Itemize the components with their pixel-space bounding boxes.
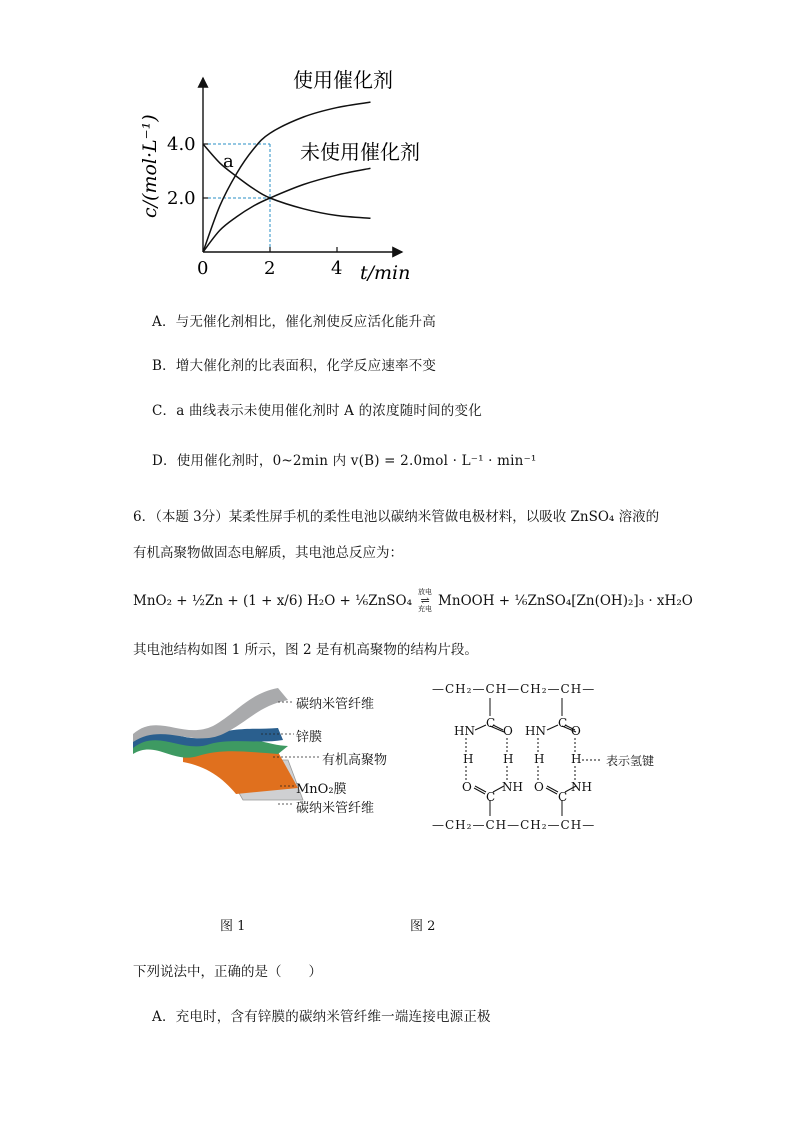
question-prompt: 下列说法中，正确的是（ ）	[133, 964, 322, 980]
equation-left: MnO₂ + ½Zn + (1 + x/6) H₂O + ⅙ZnSO₄	[133, 592, 413, 609]
arrow-bottom-label: 充电	[418, 605, 433, 613]
oxygen-4: O	[534, 780, 544, 794]
option-q5-a[interactable]: A．与无催化剂相比，催化剂使反应活化能升高	[152, 314, 436, 330]
carbonyl-c-2: C	[558, 716, 568, 730]
backbone-top: —CH₂—CH—CH₂—CH—	[432, 682, 596, 696]
hbond-label: 表示氢键	[606, 754, 655, 768]
y-axis-label: c/(mol·L⁻¹)	[139, 114, 161, 218]
q6-equation	[133, 588, 693, 613]
fig1-label-carbon-fiber-bottom: 碳纳米管纤维	[296, 801, 375, 816]
amine-nh-2: NH	[571, 780, 592, 794]
concentration-time-chart	[120, 60, 420, 285]
fig1-label-zinc-film: 锌膜	[296, 730, 323, 745]
option-q5-d[interactable]: D．使用催化剂时，0~2min 内 v(B) = 2.0mol · L⁻¹ · min⁻¹	[152, 453, 537, 469]
series-label-a: a	[223, 151, 234, 172]
x-axis-label: t/min	[360, 262, 411, 284]
series-line-1	[203, 168, 371, 252]
x-tick-label-1: 2	[264, 258, 276, 279]
hydrogen-2: H	[503, 752, 514, 766]
x-tick-label-2: 4	[331, 258, 343, 279]
equation-arrow: 放电 ⇌ 充电	[418, 588, 433, 613]
option-q5-c[interactable]: C．a 曲线表示未使用催化剂时 A 的浓度随时间的变化	[152, 403, 482, 419]
y-tick-label-1: 4.0	[167, 134, 196, 155]
x-tick-label-0: 0	[197, 258, 209, 279]
fig1-label-polymer: 有机高聚物	[322, 753, 388, 768]
fig1-label-mno2-film: MnO₂膜	[296, 782, 347, 797]
amine-hn-1: HN	[454, 724, 475, 738]
oxygen-1: O	[503, 724, 513, 738]
series-label-catalyst: 使用催化剂	[293, 68, 393, 92]
backbone-bottom: —CH₂—CH—CH₂—CH—	[432, 818, 596, 832]
fig1-label-carbon-fiber-top: 碳纳米管纤维	[296, 697, 375, 712]
fig2-caption: 图 2	[410, 919, 436, 934]
q6-stem-line2: 有机高聚物做固态电解质，其电池总反应为：	[133, 545, 403, 561]
carbonyl-c-1: C	[486, 716, 496, 730]
oxygen-2: O	[571, 724, 581, 738]
hydrogen-3: H	[534, 752, 545, 766]
oxygen-3: O	[462, 780, 472, 794]
equation-right: MnOOH + ⅙ZnSO₄[Zn(OH)₂]₃ · xH₂O	[438, 592, 693, 609]
option-q5-b[interactable]: B．增大催化剂的比表面积，化学反应速率不变	[152, 358, 437, 374]
carbonyl-c-4: C	[558, 790, 568, 804]
series-line-0	[203, 102, 371, 252]
fig1-caption: 图 1	[220, 919, 246, 934]
option-q6-a[interactable]: A．充电时，含有锌膜的碳纳米管纤维一端连接电源正极	[152, 1009, 491, 1025]
q6-stem-line1: 6．（本题 3分）某柔性屏手机的柔性电池以碳纳米管做电极材料，以吸收 ZnSO₄ 溶液的	[133, 509, 660, 525]
hydrogen-4: H	[571, 752, 582, 766]
carbonyl-c-3: C	[486, 790, 496, 804]
series-label-no-catalyst: 未使用催化剂	[300, 140, 420, 164]
polymer-structure-figure	[430, 680, 690, 840]
arrow-top-label: 放电	[418, 588, 433, 596]
hydrogen-1: H	[463, 752, 474, 766]
y-tick-label-0: 2.0	[167, 188, 196, 209]
amine-hn-2: HN	[525, 724, 546, 738]
q6-stem-line3: 其电池结构如图 1 所示，图 2 是有机高聚物的结构片段。	[133, 642, 478, 658]
amine-nh-1: NH	[502, 780, 523, 794]
